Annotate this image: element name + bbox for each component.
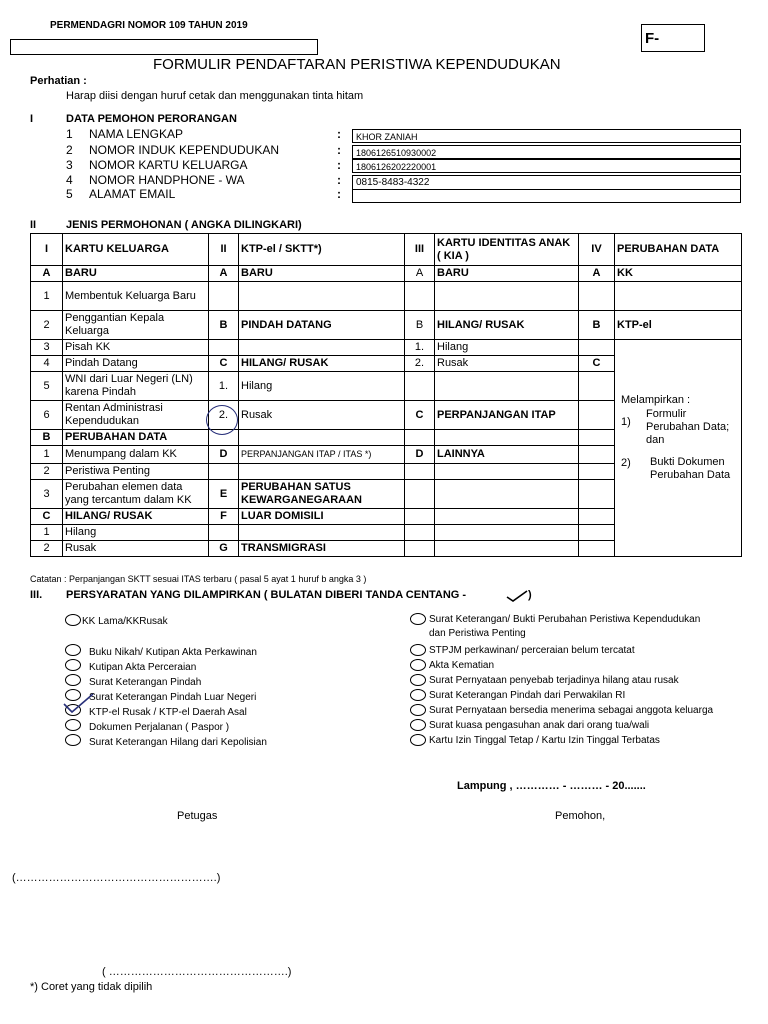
checkbox-circle-icon[interactable]: [65, 719, 81, 731]
code-cell[interactable]: F: [209, 509, 239, 525]
attachment-2-number: 2): [621, 457, 631, 469]
table-row: [31, 266, 742, 282]
requirement-item: Buku Nikah/ Kutipan Akta Perkawinan: [89, 647, 257, 658]
option-cell: Peristiwa Penting: [63, 464, 209, 480]
section1-title: DATA PEMOHON PERORANGAN: [66, 113, 237, 125]
empty-cell: [579, 509, 615, 525]
option-cell: Hilang: [63, 525, 209, 541]
field-label-phone: NOMOR HANDPHONE - WA: [89, 173, 245, 187]
field-colon: :: [337, 187, 341, 201]
option-cell: Hilang: [435, 340, 579, 356]
option-cell: PERPANJANGAN ITAP: [435, 401, 579, 430]
kk-number-field[interactable]: 1806126202220001: [352, 159, 741, 173]
field-number: 2: [66, 143, 73, 157]
checkbox-circle-icon[interactable]: [410, 659, 426, 671]
field-number: 1: [66, 127, 73, 141]
place-date: Lampung , ………… - ……… - 20.......: [457, 780, 646, 792]
attachment-label: Melampirkan :: [621, 394, 691, 406]
empty-cell: [209, 282, 239, 311]
option-cell: BARU: [63, 266, 209, 282]
name-field[interactable]: KHOR ZANIAH: [352, 129, 741, 143]
applicant-label: Pemohon,: [555, 810, 606, 822]
empty-cell: [435, 525, 579, 541]
applicant-signature-line: ( ………………………………………….): [102, 966, 292, 978]
empty-cell: [579, 541, 615, 557]
empty-cell: [579, 446, 615, 464]
code-cell[interactable]: 1: [31, 446, 63, 464]
field-colon: :: [337, 127, 341, 141]
checkbox-circle-icon[interactable]: [65, 614, 81, 626]
header-cell: IV: [579, 234, 615, 266]
option-cell: BARU: [435, 266, 579, 282]
empty-cell: [405, 525, 435, 541]
field-number: 4: [66, 173, 73, 187]
header-cell: II: [209, 234, 239, 266]
attachment-2-text: Bukti Dokumen Perubahan Data: [650, 456, 731, 481]
code-cell[interactable]: 6: [31, 401, 63, 430]
checkbox-circle-icon[interactable]: [65, 659, 81, 671]
code-cell[interactable]: C: [579, 356, 615, 372]
option-cell: HILANG/ RUSAK: [63, 509, 209, 525]
option-cell: BARU: [239, 266, 405, 282]
section2-title: JENIS PERMOHONAN ( ANGKA DILINGKARI): [66, 219, 302, 231]
code-cell[interactable]: D: [209, 446, 239, 464]
field-colon: :: [337, 143, 341, 157]
empty-cell: [209, 525, 239, 541]
empty-cell: [405, 464, 435, 480]
checkbox-circle-icon[interactable]: [410, 719, 426, 731]
code-cell[interactable]: A: [31, 266, 63, 282]
empty-cell: [579, 401, 615, 430]
field-number: 3: [66, 158, 73, 172]
option-cell: Rentan Administrasi Kependudukan: [63, 401, 209, 430]
empty-cell: [405, 509, 435, 525]
code-cell[interactable]: E: [209, 480, 239, 509]
empty-cell: [405, 480, 435, 509]
empty-cell: [579, 430, 615, 446]
field-label-email: ALAMAT EMAIL: [89, 187, 176, 201]
empty-cell: [239, 464, 405, 480]
option-cell: KTP-el: [615, 311, 742, 340]
code-cell[interactable]: 1: [31, 525, 63, 541]
header-blank-box: [10, 39, 318, 55]
requirement-item: Surat Keterangan Pindah Luar Negeri: [89, 692, 257, 703]
attention-text: Harap diisi dengan huruf cetak dan menggunakan tinta hitam: [66, 90, 364, 102]
option-cell: PERUBAHAN SATUS KEWARGANEGARAAN: [239, 480, 405, 509]
requirement-item: Kutipan Akta Perceraian: [89, 662, 197, 673]
form-code-box: F-: [641, 24, 705, 52]
code-cell[interactable]: 2.: [405, 356, 435, 372]
empty-cell: [239, 340, 405, 356]
code-cell[interactable]: B: [31, 430, 63, 446]
section3-number: III.: [30, 589, 43, 601]
option-cell: Menumpang dalam KK: [63, 446, 209, 464]
attachment-cell: [615, 340, 742, 557]
option-cell: Rusak: [435, 356, 579, 372]
requirement-item: Surat Keterangan Pindah: [89, 677, 202, 688]
checkbox-circle-icon[interactable]: [65, 734, 81, 746]
option-cell: WNI dari Luar Negeri (LN) karena Pindah: [63, 372, 209, 401]
checkbox-circle-icon[interactable]: [410, 674, 426, 686]
empty-cell: [435, 480, 579, 509]
code-cell[interactable]: A: [405, 266, 435, 282]
empty-cell: [405, 282, 435, 311]
field-colon: :: [337, 158, 341, 172]
option-cell: KK: [615, 266, 742, 282]
empty-cell: [435, 464, 579, 480]
code-cell[interactable]: B: [405, 311, 435, 340]
checkbox-circle-icon[interactable]: [65, 674, 81, 686]
empty-cell: [405, 430, 435, 446]
code-cell[interactable]: 4: [31, 356, 63, 372]
empty-cell: [579, 464, 615, 480]
code-cell[interactable]: C: [405, 401, 435, 430]
requirement-item: STPJM perkawinan/ perceraian belum tercatat: [429, 645, 635, 656]
footnote: *) Coret yang tidak dipilih: [30, 981, 153, 993]
requirement-item: KTP-el Rusak / KTP-el Daerah Asal: [89, 707, 247, 718]
empty-cell: [435, 372, 579, 401]
requirement-item: Surat Keterangan/ Bukti Perubahan Peristiwa Kependudukan: [429, 614, 701, 625]
section3-title: PERSYARATAN YANG DILAMPIRKAN ( BULATAN DIBERI TANDA CENTANG -: [66, 589, 467, 601]
empty-cell: [405, 541, 435, 557]
option-cell: HILANG/ RUSAK: [239, 356, 405, 372]
section2-number: II: [30, 219, 37, 231]
checkbox-circle-icon[interactable]: [410, 689, 426, 701]
option-cell: Membentuk Keluarga Baru: [63, 282, 209, 311]
code-cell[interactable]: 1: [31, 282, 63, 311]
checkmark-icon: [505, 589, 529, 603]
code-cell[interactable]: 5: [31, 372, 63, 401]
empty-cell: [579, 372, 615, 401]
empty-cell: [615, 282, 742, 311]
option-cell: Penggantian Kepala Keluarga: [63, 311, 209, 340]
empty-cell: [579, 480, 615, 509]
field-number: 5: [66, 187, 73, 201]
code-cell[interactable]: G: [209, 541, 239, 557]
option-cell: HILANG/ RUSAK: [435, 311, 579, 340]
option-cell: PERUBAHAN DATA: [63, 430, 209, 446]
table-row: [31, 311, 742, 340]
requirement-item-continued: dan Peristiwa Penting: [429, 628, 526, 639]
header-cell: KARTU IDENTITAS ANAK ( KIA ): [435, 234, 579, 266]
empty-cell: [435, 541, 579, 557]
requirement-item: Kartu Izin Tinggal Tetap / Kartu Izin Tinggal Terbatas: [429, 735, 660, 746]
code-cell[interactable]: B: [579, 311, 615, 340]
checkbox-circle-icon[interactable]: [410, 644, 426, 656]
header-cell: KARTU KELUARGA: [63, 234, 209, 266]
code-cell[interactable]: 2.: [209, 401, 239, 430]
table-row: [31, 282, 742, 311]
requirement-item: Surat Pernyataan penyebab terjadinya hilang atau rusak: [429, 675, 679, 686]
code-cell[interactable]: 1.: [405, 340, 435, 356]
header-cell: III: [405, 234, 435, 266]
attachment-1-number: 1): [621, 416, 631, 428]
code-cell[interactable]: 2: [31, 464, 63, 480]
empty-cell: [239, 430, 405, 446]
field-colon: :: [337, 173, 341, 187]
phone-field[interactable]: 0815-8483-4322: [352, 175, 741, 190]
empty-cell: [579, 340, 615, 356]
field-label-name: NAMA LENGKAP: [89, 127, 184, 141]
table-note: Catatan : Perpanjangan SKTT sesuai ITAS terbaru ( pasal 5 ayat 1 huruf b angka 3 ): [30, 574, 367, 584]
checkbox-circle-icon[interactable]: [410, 613, 426, 625]
code-cell[interactable]: C: [209, 356, 239, 372]
requirement-item: Akta Kematian: [429, 660, 495, 671]
checkbox-circle-icon[interactable]: [410, 734, 426, 746]
code-cell[interactable]: D: [405, 446, 435, 464]
requirement-item: Surat kuasa pengasuhan anak dari orang tua/wali: [429, 720, 650, 731]
header-cell: I: [31, 234, 63, 266]
option-cell: Pisah KK: [63, 340, 209, 356]
checkbox-circle-icon[interactable]: [65, 644, 81, 656]
nik-field[interactable]: 1806126510930002: [352, 145, 741, 159]
option-cell: Rusak: [63, 541, 209, 557]
table-row: [31, 340, 742, 356]
option-cell: TRANSMIGRASI: [239, 541, 405, 557]
empty-cell: [435, 509, 579, 525]
header-cell: KTP-el / SKTT*): [239, 234, 405, 266]
section1-number: I: [30, 113, 34, 125]
empty-cell: [405, 372, 435, 401]
empty-cell: [579, 282, 615, 311]
code-cell[interactable]: B: [209, 311, 239, 340]
email-field[interactable]: [352, 189, 741, 203]
option-cell: Pindah Datang: [63, 356, 209, 372]
table-header-row: [31, 234, 742, 266]
empty-cell: [209, 340, 239, 356]
empty-cell: [435, 430, 579, 446]
code-cell[interactable]: 2: [31, 311, 63, 340]
option-cell: LAINNYA: [435, 446, 579, 464]
empty-cell: [239, 282, 405, 311]
empty-cell: [435, 282, 579, 311]
option-cell: PERPANJANGAN ITAP / ITAS *): [239, 446, 405, 464]
option-cell: Hilang: [239, 372, 405, 401]
code-cell[interactable]: A: [579, 266, 615, 282]
hand-drawn-circle: [206, 405, 238, 435]
checkbox-circle-icon[interactable]: [410, 704, 426, 716]
form-title: FORMULIR PENDAFTARAN PERISTIWA KEPENDUDUKAN: [153, 56, 561, 73]
field-label-nik: NOMOR INDUK KEPENDUDUKAN: [89, 143, 280, 157]
code-cell[interactable]: A: [209, 266, 239, 282]
regulation-header: PERMENDAGRI NOMOR 109 TAHUN 2019: [50, 20, 248, 31]
option-cell: Perubahan elemen data yang tercantum dalam KK: [63, 480, 209, 509]
header-cell: PERUBAHAN DATA: [615, 234, 742, 266]
officer-label: Petugas: [177, 810, 218, 822]
requirement-item: Surat Keterangan Pindah dari Perwakilan RI: [429, 690, 626, 701]
option-cell: LUAR DOMISILI: [239, 509, 405, 525]
empty-cell: [209, 464, 239, 480]
attention-label: Perhatian :: [30, 75, 87, 87]
requirement-item: Dokumen Perjalanan ( Paspor ): [89, 722, 230, 733]
field-label-kk: NOMOR KARTU KELUARGA: [89, 158, 248, 172]
code-cell[interactable]: 1.: [209, 372, 239, 401]
code-cell[interactable]: 2: [31, 541, 63, 557]
requirement-item: Surat Keterangan Hilang dari Kepolisian: [89, 737, 267, 748]
attachment-1-text: Formulir Perubahan Data; dan: [646, 408, 730, 446]
code-cell[interactable]: C: [31, 509, 63, 525]
requirement-item: Surat Pernyataan bersedia menerima sebagai anggota keluarga: [429, 705, 714, 716]
empty-cell: [239, 525, 405, 541]
code-cell[interactable]: 3: [31, 340, 63, 356]
option-cell: Rusak: [239, 401, 405, 430]
section3-title-close: ): [528, 589, 532, 601]
officer-signature-line: (……………………………………………….): [12, 872, 221, 884]
empty-cell: [579, 525, 615, 541]
code-cell[interactable]: 3: [31, 480, 63, 509]
option-cell: PINDAH DATANG: [239, 311, 405, 340]
requirement-item: KK Lama/KKRusak: [82, 616, 168, 627]
